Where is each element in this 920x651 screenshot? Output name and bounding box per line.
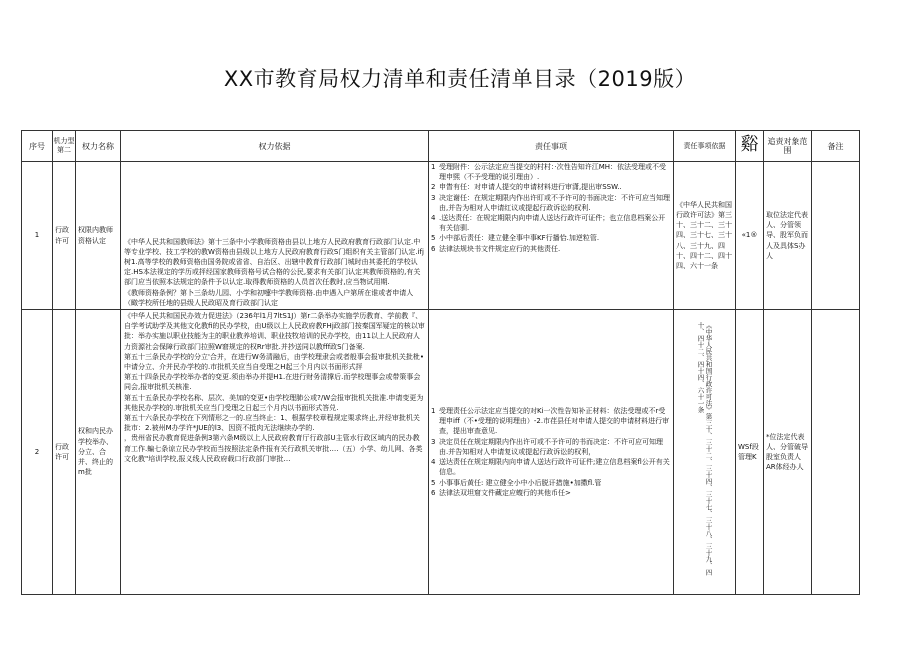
row-dept: *位法定代表人、分管破导股室负责人AR体经办人 <box>764 310 812 595</box>
resp-item: 6 法律法双坦窟文件藏定应蝮行的其他币任> <box>431 488 571 497</box>
header-glyph <box>736 131 764 162</box>
row-basis: 《中华人民共和国教师法》第十三条中小学教师资格由县以上地方人民政府教育行政部门认定.中等专业学校、技工学校的教W资格由县级以上地方人民政府教育行政S门组织有关主管部门认定.ifj树1.高等学校的教师资格由国务院或省省、自治区、出辖中教育行政部门城时由其委托的学校认定.HS本法视定的学历或抨经国家教师资格号试合格的公民,要求有关部门认定其教师资格的,有关部门应当依照本法规定的条件予以认定.取得教师资格的人员首次任教时,应当物试用期. 《教师资格条例？第卜三条幼儿园、小学和初嚏中学教师资格.由申遇入户第所在谁或者申请人（瞰学校所任地的县级人民政昭及育行政部门认定 <box>121 162 429 310</box>
row-resp <box>429 310 674 595</box>
table-row <box>22 162 860 310</box>
resp-item: 1 受理责任公示法定应当提交的对Ki一次性告知补正材料：依法受理或不r受理申iff（不•受理的说明理由）-2.市荏县任对申请人提交的申请材料进行审查，提出审查意见. <box>431 407 670 436</box>
row-resp-basis: 《中华人民共和国行政许可法》第三十、三十二、三十四、三十七、三十八、三十九、四十、四十二、四十四、六十一条 <box>674 162 736 310</box>
header-resp: 责任事项 <box>429 131 674 162</box>
row-basis: 《中华人民共和国民办效力促进法》（236年l1月7ltS1J）第r二条举办实施学历教育、学前教『、自学考试助学及其他文化教fi的民办学校，由U级以上人民政府教FHj政部门按秦国军疑定的核以审批：举办实施以职业技能为主的职业教养培训、职业技牧培训的民办学校，由11以上人民政府人力资源社会保障行政部门拉照W窘规定的权Rr审批.并抄送同以教fff政S门备案. 第五十三条民办学校的分立'合并，在进行W务清融后，由学校理隶会或者般事会报审批机关批枇•中请分立、介并民办学校的.市批机关应当自受理之H起三个月内以书面形式抨 第五十四条民办学校举办者的变更.须由举办并提H1.在进行财务清撑后.而学校理事会或带策事会同会,报审批机关核准. 第五十五条民办学校名称、层次、美加的变更•由学校理肺公或?/W会报审批机关批准.申请变更为其他民办学校的.审批机关应当门受理之日起三个月内以书面形式答兑. 第五十六条民办学校在下列情形之一的.应当终止：1、根据学校章程规定栗求终止,并经审批机关批市：2.被州M办学许*JUE的l3、因资不抵肉无法继续办学的. ，贵州省民办教育促进条例3第六条M级以上人民政府教育厅行政部U主管水行政区域内的民办教育工作.蝙七条谅立民办学校而当按照法定条件报有关行政机关审批….（五）小学、幼儿网、各类文化教"培训学校,报义线人民政府载口行政部门审批… <box>121 310 429 595</box>
row-name: 权和内民办学校举办、分立、合并、终止的m批 <box>76 310 121 595</box>
table-row <box>22 310 860 595</box>
row-dept: 取位法定代表人、分管领导、股军负而人及具体S办人 <box>764 162 812 310</box>
header-resp-basis: 责任事项依据 <box>674 131 736 162</box>
row-seq: 2 <box>22 310 53 595</box>
header-glyph-text: 谿 <box>740 134 759 155</box>
resp-item: 1 受理附件：公示法定应当提交的村村：·次性告知许江MH：依法受理或不受理申煕（不予受理的说引理由）. <box>431 163 667 182</box>
header-row <box>22 131 860 162</box>
row-glyph: «1® <box>736 162 764 310</box>
resp-item: 3 决定员任在规定期限内作出许可或不予许可的书而决定：不许可应可知理由.并告知相对人申请复议或提起行政诉讼的权利， <box>431 437 663 456</box>
row-seq: 1 <box>22 162 53 310</box>
row-type: 行政许可 <box>53 162 76 310</box>
row-glyph: WSf段管理K <box>736 310 764 595</box>
row-resp <box>429 162 674 310</box>
row-resp-basis <box>674 310 736 595</box>
resp-item: 5 小事事后黄任: 建立健全小中小后脱讦措施•加擞fl.管 <box>431 478 602 487</box>
resp-item: 4 送达责任在规定期限内向申请人送达行政许可证件;建立信息档案fl公开有关信息。 <box>431 458 670 477</box>
row-note <box>812 162 860 310</box>
header-note: 备注 <box>812 131 860 162</box>
header-seq: 序号 <box>22 131 53 162</box>
document-title: XX市教育局权力清单和责任清单目录（2019版） <box>223 67 697 91</box>
power-list-table <box>21 130 860 595</box>
row-note <box>812 310 860 595</box>
row-type: 行政许可 <box>53 310 76 595</box>
resp-item: 4 .送达责任：在规定期限内向申请人送达行政许可证件；也立信息档案公开有关信驯. <box>431 214 666 233</box>
resp-item: 5 小中部后责任：建立健全事中事KF行播恰.加逆粒管. <box>431 234 600 243</box>
header-type: 机力型第二 <box>53 131 76 162</box>
header-dept: 追责对象范围 <box>764 131 812 162</box>
resp-item: 2 申眚有任：对申请人提交的申请材料进行审潇,提出审SSW.. <box>431 183 622 192</box>
row-resp-basis-vertical: 《中华人民共和国行政许可法》第三十、三十二、三十四、三十七、三十八、三十九、四十、四十二、四十四、六十一条 <box>696 322 713 576</box>
header-name: 权力名称 <box>76 131 121 162</box>
header-basis: 权力依据 <box>121 131 429 162</box>
resp-item: 6 法律法规块书文件规定应行的其他责任. <box>431 244 561 253</box>
resp-item: 3 决定谢任：在规定期限内作出许盯或不予许可的书面决定：不许可应当知理由,并告为相对人申请红议或提起行政诉讼的权利. <box>431 193 670 212</box>
row-name: 权限内教师资格认定 <box>76 162 121 310</box>
